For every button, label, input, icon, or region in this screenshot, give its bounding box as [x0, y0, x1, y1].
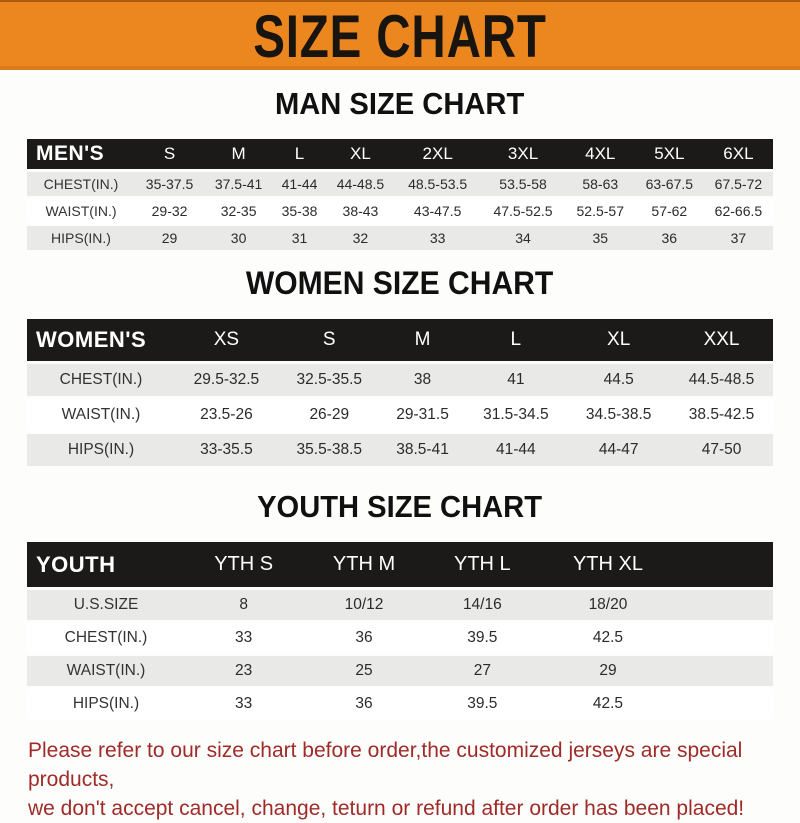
- size-value: 30: [204, 226, 273, 250]
- women-row-hips-in: [27, 434, 773, 466]
- banner: [0, 0, 800, 70]
- women-heading: [0, 266, 800, 301]
- size-value: 25: [302, 656, 425, 686]
- size-value: 36: [635, 226, 704, 250]
- men-heading-text: MAN SIZE CHART: [275, 86, 525, 121]
- size-value: 67.5-72: [704, 172, 773, 196]
- size-value: 14/16: [426, 590, 539, 620]
- youth-header-spacer: [677, 542, 773, 587]
- size-value: 37: [704, 226, 773, 250]
- men-col-2xl: 2XL: [395, 139, 480, 169]
- size-value: 38-43: [326, 199, 395, 223]
- men-col-xl: XL: [326, 139, 395, 169]
- men-col-s: S: [135, 139, 204, 169]
- size-value: 33: [395, 226, 480, 250]
- page-title: SIZE CHART: [253, 2, 547, 70]
- size-value: 43-47.5: [395, 199, 480, 223]
- size-value: 47.5-52.5: [480, 199, 565, 223]
- youth-row-waist-in: [27, 656, 773, 686]
- row-spacer: [677, 623, 773, 653]
- row-label: HIPS(IN.): [27, 434, 175, 466]
- size-value: 33: [185, 623, 302, 653]
- size-value: 18/20: [539, 590, 677, 620]
- men-col-6xl: 6XL: [704, 139, 773, 169]
- youth-row-hips-in: [27, 689, 773, 719]
- row-spacer: [677, 656, 773, 686]
- size-value: 32.5-35.5: [278, 364, 381, 396]
- youth-row-chest-in: [27, 623, 773, 653]
- size-value: 36: [302, 689, 425, 719]
- size-value: 44-47: [567, 434, 670, 466]
- row-spacer: [677, 689, 773, 719]
- men-section: [0, 87, 800, 253]
- women-header-row: [27, 319, 773, 361]
- size-value: 48.5-53.5: [395, 172, 480, 196]
- size-value: 23.5-26: [175, 399, 278, 431]
- row-label: WAIST(IN.): [27, 399, 175, 431]
- size-value: 58-63: [566, 172, 635, 196]
- size-value: 38.5-42.5: [670, 399, 773, 431]
- size-value: 33: [185, 689, 302, 719]
- men-row-hips-in: [27, 226, 773, 250]
- size-value: 39.5: [426, 623, 539, 653]
- size-value: 8: [185, 590, 302, 620]
- row-label: CHEST(IN.): [27, 172, 135, 196]
- women-col-s: S: [278, 319, 381, 361]
- size-value: 38: [381, 364, 465, 396]
- youth-heading-text: YOUTH SIZE CHART: [257, 489, 543, 525]
- size-value: 57-62: [635, 199, 704, 223]
- size-value: 10/12: [302, 590, 425, 620]
- size-value: 33-35.5: [175, 434, 278, 466]
- men-header-row: [27, 139, 773, 169]
- youth-col-yth-xl: YTH XL: [539, 542, 677, 587]
- men-col-3xl: 3XL: [480, 139, 565, 169]
- men-col-4xl: 4XL: [566, 139, 635, 169]
- size-value: 37.5-41: [204, 172, 273, 196]
- size-value: 32-35: [204, 199, 273, 223]
- women-row-waist-in: [27, 399, 773, 431]
- size-value: 62-66.5: [704, 199, 773, 223]
- size-value: 38.5-41: [381, 434, 465, 466]
- row-label: WAIST(IN.): [27, 656, 185, 686]
- women-table-label: WOMEN'S: [27, 319, 175, 361]
- size-value: 41-44: [464, 434, 567, 466]
- size-value: 35: [566, 226, 635, 250]
- disclaimer-line-1: Please refer to our size chart before order,the customized jerseys are special products,: [28, 739, 743, 792]
- size-value: 29: [539, 656, 677, 686]
- size-value: 44.5: [567, 364, 670, 396]
- size-value: 41-44: [273, 172, 326, 196]
- size-value: 32: [326, 226, 395, 250]
- youth-col-yth-l: YTH L: [426, 542, 539, 587]
- women-size-table: [27, 316, 773, 469]
- size-value: 63-67.5: [635, 172, 704, 196]
- size-value: 26-29: [278, 399, 381, 431]
- size-value: 44-48.5: [326, 172, 395, 196]
- row-label: WAIST(IN.): [27, 199, 135, 223]
- men-size-table: [27, 136, 773, 253]
- row-label: HIPS(IN.): [27, 689, 185, 719]
- youth-heading: [0, 490, 800, 524]
- men-row-waist-in: [27, 199, 773, 223]
- men-row-chest-in: [27, 172, 773, 196]
- size-value: 42.5: [539, 689, 677, 719]
- youth-section: [0, 490, 800, 722]
- row-label: CHEST(IN.): [27, 623, 185, 653]
- size-value: 39.5: [426, 689, 539, 719]
- row-label: HIPS(IN.): [27, 226, 135, 250]
- size-value: 36: [302, 623, 425, 653]
- size-value: 29: [135, 226, 204, 250]
- youth-size-table: [27, 539, 773, 722]
- size-value: 35.5-38.5: [278, 434, 381, 466]
- size-value: 42.5: [539, 623, 677, 653]
- youth-header-row: [27, 542, 773, 587]
- size-value: 53.5-58: [480, 172, 565, 196]
- men-col-l: L: [273, 139, 326, 169]
- size-value: 23: [185, 656, 302, 686]
- men-col-5xl: 5XL: [635, 139, 704, 169]
- row-label: U.S.SIZE: [27, 590, 185, 620]
- disclaimer: [28, 736, 772, 823]
- women-col-m: M: [381, 319, 465, 361]
- women-section: [0, 266, 800, 469]
- men-heading: [0, 87, 800, 121]
- size-value: 31: [273, 226, 326, 250]
- women-col-xl: XL: [567, 319, 670, 361]
- size-value: 41: [464, 364, 567, 396]
- youth-col-yth-s: YTH S: [185, 542, 302, 587]
- size-value: 34: [480, 226, 565, 250]
- women-col-xxl: XXL: [670, 319, 773, 361]
- size-value: 35-37.5: [135, 172, 204, 196]
- women-row-chest-in: [27, 364, 773, 396]
- youth-table-label: YOUTH: [27, 542, 185, 587]
- size-value: 29-31.5: [381, 399, 465, 431]
- men-table-label: MEN'S: [27, 139, 135, 169]
- youth-col-yth-m: YTH M: [302, 542, 425, 587]
- youth-row-u-s-size: [27, 590, 773, 620]
- size-value: 47-50: [670, 434, 773, 466]
- disclaimer-line-2: we don't accept cancel, change, teturn or refund after order has been placed!: [28, 797, 745, 821]
- row-label: CHEST(IN.): [27, 364, 175, 396]
- size-value: 44.5-48.5: [670, 364, 773, 396]
- size-value: 35-38: [273, 199, 326, 223]
- row-spacer: [677, 590, 773, 620]
- size-value: 34.5-38.5: [567, 399, 670, 431]
- men-col-m: M: [204, 139, 273, 169]
- size-value: 29-32: [135, 199, 204, 223]
- women-heading-text: WOMEN SIZE CHART: [246, 265, 554, 302]
- size-value: 31.5-34.5: [464, 399, 567, 431]
- size-value: 29.5-32.5: [175, 364, 278, 396]
- size-value: 27: [426, 656, 539, 686]
- women-col-xs: XS: [175, 319, 278, 361]
- women-col-l: L: [464, 319, 567, 361]
- size-value: 52.5-57: [566, 199, 635, 223]
